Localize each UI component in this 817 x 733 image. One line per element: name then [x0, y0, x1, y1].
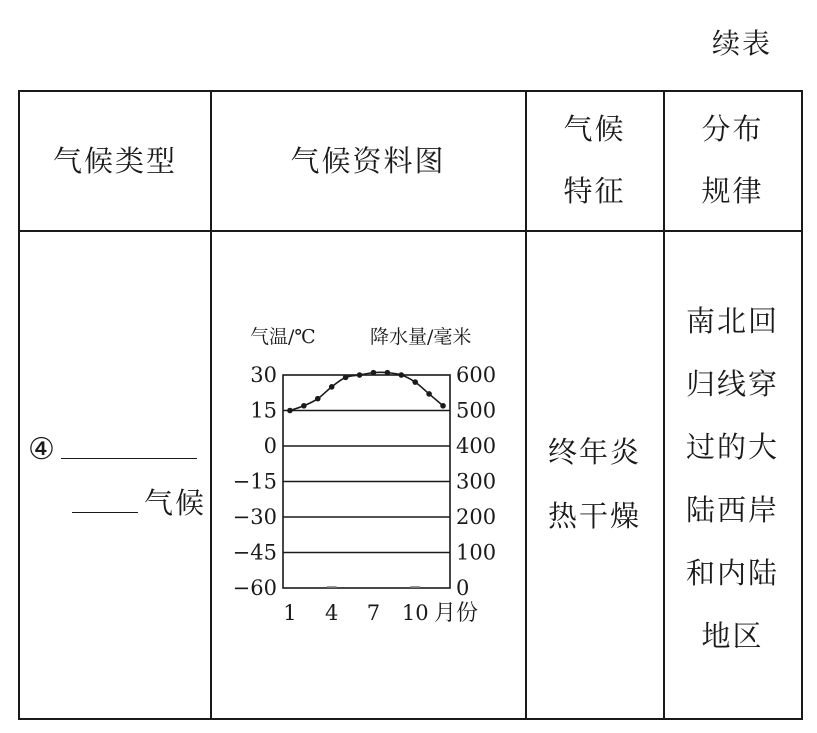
precipitation-tick-label: 100 [456, 540, 497, 565]
temperature-point [371, 370, 377, 376]
climate-feature-cell [526, 420, 663, 548]
temperature-point [357, 372, 363, 378]
temperature-point [343, 375, 349, 381]
temperature-tick-label: −45 [232, 540, 277, 565]
continued-table-caption: 续表 [711, 27, 772, 60]
month-tick-label: 10 [401, 601, 429, 625]
climate-type-cell [28, 427, 208, 526]
temperature-point [398, 372, 404, 378]
chart-ticks [233, 363, 496, 625]
header-distribution-line: 分布 [701, 112, 764, 146]
chart-grid [283, 375, 450, 588]
climate-suffix: 气候 [144, 486, 207, 520]
precipitation-bar [327, 586, 337, 588]
header-divider [20, 230, 801, 232]
climate-chart [210, 320, 510, 640]
header-feature-line: 特征 [563, 173, 626, 208]
distribution-line: 和内陆 [685, 556, 779, 590]
header-feature-line: 气候 [563, 112, 626, 146]
month-tick-label: 1 [283, 601, 297, 625]
temperature-axis-label: 气温/℃ [250, 326, 316, 348]
header-distribution [664, 108, 801, 213]
temperature-point [412, 379, 418, 385]
precipitation-tick-label: 0 [456, 576, 470, 600]
temperature-point [426, 391, 432, 397]
distribution-cell [664, 290, 801, 668]
answer-blank[interactable] [72, 490, 138, 513]
feature-line: 终年炎 [547, 435, 641, 469]
temperature-curve [290, 372, 443, 410]
temperature-line [287, 370, 446, 413]
fill-in-line-1 [28, 427, 208, 472]
month-tick-label: 7 [366, 601, 381, 625]
distribution-line: 过的大 [685, 430, 779, 464]
temperature-point [315, 396, 321, 402]
precipitation-tick-label: 500 [456, 398, 497, 423]
precipitation-tick-label: 400 [456, 434, 497, 458]
temperature-tick-label: −30 [232, 505, 277, 529]
fill-in-line-2 [28, 482, 208, 526]
temperature-tick-label: −15 [232, 469, 277, 494]
temperature-point [301, 403, 307, 409]
header-climate-feature [526, 108, 663, 213]
distribution-line: 南北回 [685, 304, 779, 338]
temperature-point [385, 370, 391, 376]
header-distribution-line: 规律 [701, 173, 764, 208]
temperature-tick-label: 0 [263, 434, 277, 458]
distribution-line: 地区 [701, 619, 764, 653]
answer-blank[interactable] [61, 436, 197, 459]
precipitation-axis-label: 降水量/毫米 [370, 326, 472, 348]
distribution-line: 陆西岸 [685, 493, 779, 527]
month-tick-label: 4 [325, 601, 339, 625]
temperature-point [287, 408, 293, 414]
precipitation-tick-label: 600 [456, 363, 497, 387]
header-climate-chart: 气候资料图 [290, 144, 446, 178]
temperature-tick-label: 15 [250, 398, 277, 423]
header-climate-type: 气候类型 [52, 144, 177, 178]
temperature-tick-label: −60 [232, 576, 277, 600]
distribution-line: 归线穿 [685, 367, 779, 401]
temperature-tick-label: 30 [250, 363, 277, 387]
temperature-point [329, 384, 335, 390]
month-axis-label: 月份 [434, 601, 479, 626]
question-number: ④ [28, 432, 57, 467]
precipitation-tick-label: 300 [456, 469, 497, 494]
precipitation-bar [410, 586, 420, 588]
precipitation-tick-label: 200 [456, 505, 497, 529]
feature-line: 热干燥 [547, 499, 641, 533]
temperature-point [440, 403, 446, 409]
